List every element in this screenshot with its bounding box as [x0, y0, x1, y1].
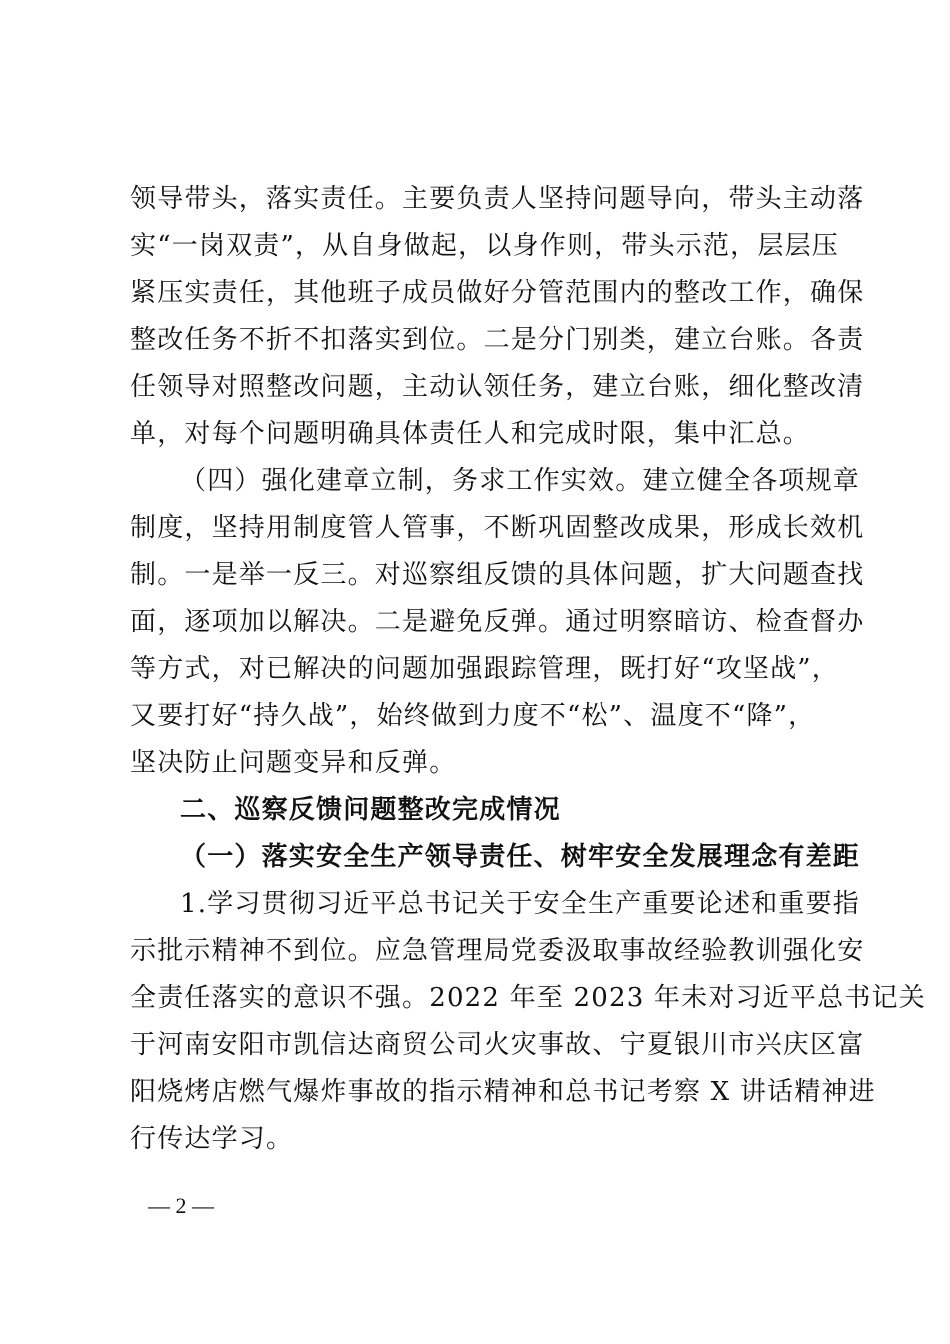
- paragraph-2-line-5: 等方式，对已解决的问题加强跟踪管理，既打好“攻坚战”，: [130, 654, 839, 684]
- paragraph-2-line-3: 制。一是举一反三。对巡察组反馈的具体问题，扩大问题查找: [130, 560, 865, 590]
- paragraph-3-line-4: 于河南安阳市凯信达商贸公司火灾事故、宁夏银川市兴庆区富: [130, 1030, 865, 1060]
- paragraph-2-line-4: 面，逐项加以解决。二是避免反弹。通过明察暗访、检查督办: [130, 607, 865, 637]
- paragraph-3-line-3: 全责任落实的意识不强。2022 年至 2023 年未对习近平总书记关: [130, 983, 926, 1013]
- paragraph-3-line-6: 行传达学习。: [130, 1124, 294, 1154]
- paragraph-2-line-7: 坚决防止问题变异和反弹。: [130, 748, 457, 778]
- paragraph-3-line-2: 示批示精神不到位。应急管理局党委汲取事故经验教训强化安: [130, 936, 865, 966]
- paragraph-1-line-6: 单，对每个问题明确具体责任人和完成时限，集中汇总。: [130, 419, 811, 449]
- paragraph-2-line-6: 又要打好“持久战”，始终做到力度不“松”、温度不“降”，: [130, 701, 816, 731]
- paragraph-1-line-2: 实“一岗双责”，从自身做起，以身作则，带头示范，层层压: [130, 231, 839, 261]
- paragraph-2-line-1: （四）强化建章立制，务求工作实效。建立健全各项规章: [180, 466, 861, 496]
- paragraph-1-line-4: 整改任务不折不扣落实到位。二是分门别类，建立台账。各责: [130, 325, 865, 355]
- sub-heading: （一）落实安全生产领导责任、树牢安全发展理念有差距: [180, 842, 861, 872]
- page-number: — 2 —: [148, 1193, 214, 1218]
- paragraph-1-line-3: 紧压实责任，其他班子成员做好分管范围内的整改工作，确保: [130, 278, 865, 308]
- paragraph-2-line-2: 制度，坚持用制度管人管事，不断巩固整改成果，形成长效机: [130, 513, 865, 543]
- paragraph-3-line-1: 1.学习贯彻习近平总书记关于安全生产重要论述和重要指: [180, 889, 861, 919]
- section-heading: 二、巡察反馈问题整改完成情况: [180, 795, 561, 825]
- paragraph-1-line-5: 任领导对照整改问题，主动认领任务，建立台账，细化整改清: [130, 372, 865, 402]
- paragraph-3-line-5: 阳烧烤店燃气爆炸事故的指示精神和总书记考察 X 讲话精神进: [130, 1077, 876, 1107]
- paragraph-1-line-1: 领导带头，落实责任。主要负责人坚持问题导向，带头主动落: [130, 184, 865, 214]
